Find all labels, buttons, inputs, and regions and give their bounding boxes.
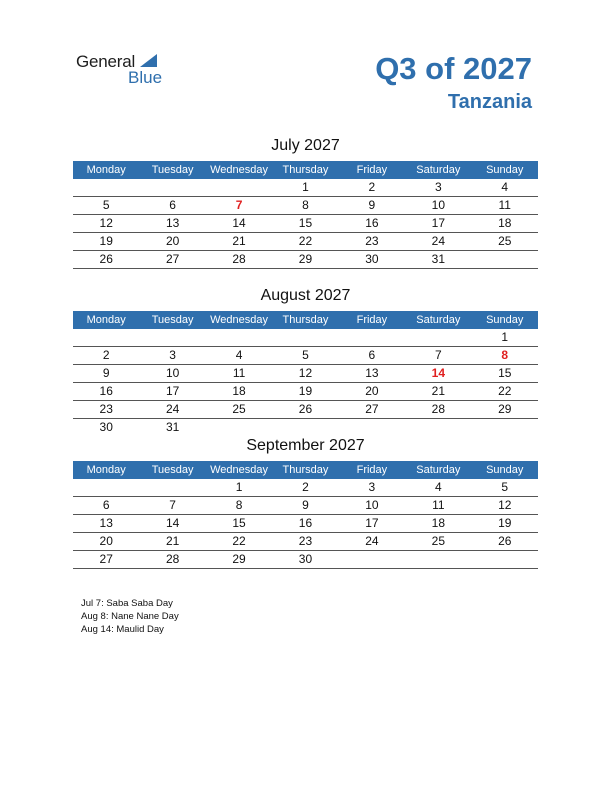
week-row [73,347,538,365]
week-row [73,479,538,497]
day-cell: 18 [232,384,246,398]
weekday-label: Tuesday [151,464,194,476]
day-cell: 9 [302,498,309,512]
day-cell: 23 [99,402,113,416]
day-cell: 8 [302,198,309,212]
day-cell: 11 [432,498,445,512]
logo [76,52,163,87]
week-row [73,251,538,269]
day-cell [405,419,471,436]
day-cell: 28 [232,252,246,266]
day-cell: 27 [165,252,180,266]
week-row [73,533,538,551]
weekday-header [73,161,538,179]
day-cell: 7 [169,498,176,512]
day-cell: 29 [498,402,512,416]
day-cell: 12 [298,366,313,380]
day-cell: 28 [165,552,180,566]
day-cell: 5 [501,480,509,494]
day-cell: 28 [431,402,445,416]
day-cell [472,251,538,268]
day-cell: 30 [365,252,379,266]
day-cell: 31 [431,252,445,266]
day-cell: 1 [501,330,509,344]
week-row [73,419,538,436]
day-cell: 27 [99,552,113,566]
weekday-label: Monday [86,164,126,176]
day-cell: 27 [365,402,379,416]
weekday-label: Friday [356,164,388,176]
weekday-label: Wednesday [210,164,268,176]
day-cell: 15 [298,216,313,230]
day-cell: 2 [102,348,110,362]
day-cell: 8 [501,348,509,362]
weekday-label: Thursday [282,464,329,476]
page-title: Q3 of 2027 [375,51,532,86]
day-cell: 21 [165,534,180,548]
weekday-label: Tuesday [151,314,194,326]
holiday-note: Aug 8: Nane Nane Day [81,611,179,622]
month-august [73,285,538,436]
day-cell: 22 [498,384,512,398]
day-cell: 7 [434,348,442,362]
day-cell: 24 [431,234,445,248]
day-cell: 14 [232,216,246,230]
week-row [73,551,538,569]
day-cell: 17 [431,216,445,230]
day-cell: 22 [298,234,313,248]
day-cell: 4 [501,180,509,194]
day-cell: 18 [431,516,445,530]
weekday-label: Sunday [486,314,524,326]
weekday-label: Monday [86,464,126,476]
week-row [73,401,538,419]
day-cell: 17 [165,384,180,398]
day-cell: 3 [169,348,176,362]
day-cell: 6 [102,498,110,512]
month-title: July 2027 [271,137,340,154]
month-july [73,135,538,269]
day-cell: 26 [99,252,113,266]
day-cell: 11 [498,198,511,212]
day-cell: 2 [368,180,376,194]
weekday-label: Tuesday [151,164,194,176]
day-cell: 17 [365,516,379,530]
day-cell: 26 [298,402,313,416]
day-cell: 24 [165,402,180,416]
day-cell [405,551,471,568]
day-cell [272,329,338,346]
day-cell: 11 [232,366,246,380]
day-cell: 21 [431,384,445,398]
day-cell [272,419,338,436]
month-title: August 2027 [260,287,351,304]
day-cell: 24 [365,534,379,548]
day-cell: 8 [235,498,243,512]
day-cell: 5 [302,348,309,362]
month-title: September 2027 [246,437,365,454]
day-cell: 10 [165,366,180,380]
day-cell: 2 [302,480,309,494]
week-row [73,197,538,215]
day-cell: 5 [102,198,110,212]
day-cell: 30 [99,420,113,434]
day-cell [472,551,538,568]
day-cell: 1 [235,480,243,494]
weekday-label: Monday [86,314,126,326]
logo-blue-text: Blue [128,68,163,87]
logo-general-text: General [76,52,136,71]
weekday-label: Friday [356,314,388,326]
day-cell: 25 [232,402,246,416]
logo-triangle-icon [140,54,157,67]
day-cell: 10 [431,198,445,212]
day-cell: 16 [298,516,313,530]
day-cell: 18 [498,216,512,230]
day-cell: 20 [99,534,113,548]
day-cell [206,179,272,196]
week-row [73,179,538,197]
day-cell: 23 [298,534,313,548]
week-row [73,383,538,401]
day-cell: 25 [431,534,445,548]
day-cell: 9 [102,366,110,380]
week-row [73,497,538,515]
day-cell [405,329,471,346]
day-cell: 10 [365,498,379,512]
day-cell [73,329,139,346]
weekday-label: Saturday [416,314,461,326]
weekday-label: Friday [356,464,388,476]
weekday-label: Saturday [416,464,461,476]
day-cell: 15 [232,516,246,530]
day-cell: 14 [431,366,445,380]
day-cell: 20 [365,384,379,398]
day-cell: 3 [434,180,442,194]
country-name: Tanzania [447,91,532,113]
day-cell: 25 [498,234,512,248]
day-cell: 29 [232,552,246,566]
week-row [73,515,538,533]
day-cell: 26 [498,534,512,548]
day-cell [339,329,405,346]
weekday-label: Saturday [416,164,461,176]
day-cell: 22 [232,534,246,548]
day-cell: 1 [302,180,309,194]
month-september [73,435,538,569]
day-cell: 14 [165,516,180,530]
week-row [73,215,538,233]
week-row [73,365,538,383]
day-cell: 30 [298,552,313,566]
day-cell: 13 [165,216,180,230]
day-cell [339,551,405,568]
day-cell: 16 [365,216,379,230]
day-cell: 13 [99,516,113,530]
holiday-note: Jul 7: Saba Saba Day [81,598,173,609]
day-cell [139,329,205,346]
day-cell: 16 [99,384,113,398]
day-cell: 29 [298,252,313,266]
weekday-label: Sunday [486,164,524,176]
day-cell [206,329,272,346]
day-cell: 4 [434,480,442,494]
day-cell: 19 [498,516,512,530]
day-cell [472,419,538,436]
day-cell: 13 [365,366,379,380]
day-cell: 20 [165,234,180,248]
day-cell: 19 [298,384,313,398]
day-cell: 6 [368,348,376,362]
day-cell [206,419,272,436]
weekday-label: Wednesday [210,314,268,326]
day-cell: 12 [498,498,512,512]
day-cell: 15 [498,366,512,380]
holiday-note: Aug 14: Maulid Day [81,624,164,635]
weekday-header [73,311,538,329]
day-cell [73,479,139,496]
weekday-label: Wednesday [210,464,268,476]
day-cell: 4 [235,348,243,362]
day-cell: 7 [235,198,243,212]
week-row [73,233,538,251]
day-cell: 21 [232,234,246,248]
day-cell [339,419,405,436]
day-cell: 23 [365,234,379,248]
day-cell: 19 [99,234,113,248]
day-cell: 6 [169,198,176,212]
weekday-label: Thursday [282,314,329,326]
weekday-label: Thursday [282,164,329,176]
week-row [73,329,538,347]
day-cell: 12 [99,216,113,230]
weekday-label: Sunday [486,464,524,476]
day-cell: 9 [368,198,376,212]
holiday-notes [81,597,179,636]
day-cell: 31 [165,420,180,434]
day-cell [139,479,205,496]
day-cell: 3 [368,480,376,494]
weekday-header [73,461,538,479]
day-cell [73,179,139,196]
day-cell [139,179,205,196]
